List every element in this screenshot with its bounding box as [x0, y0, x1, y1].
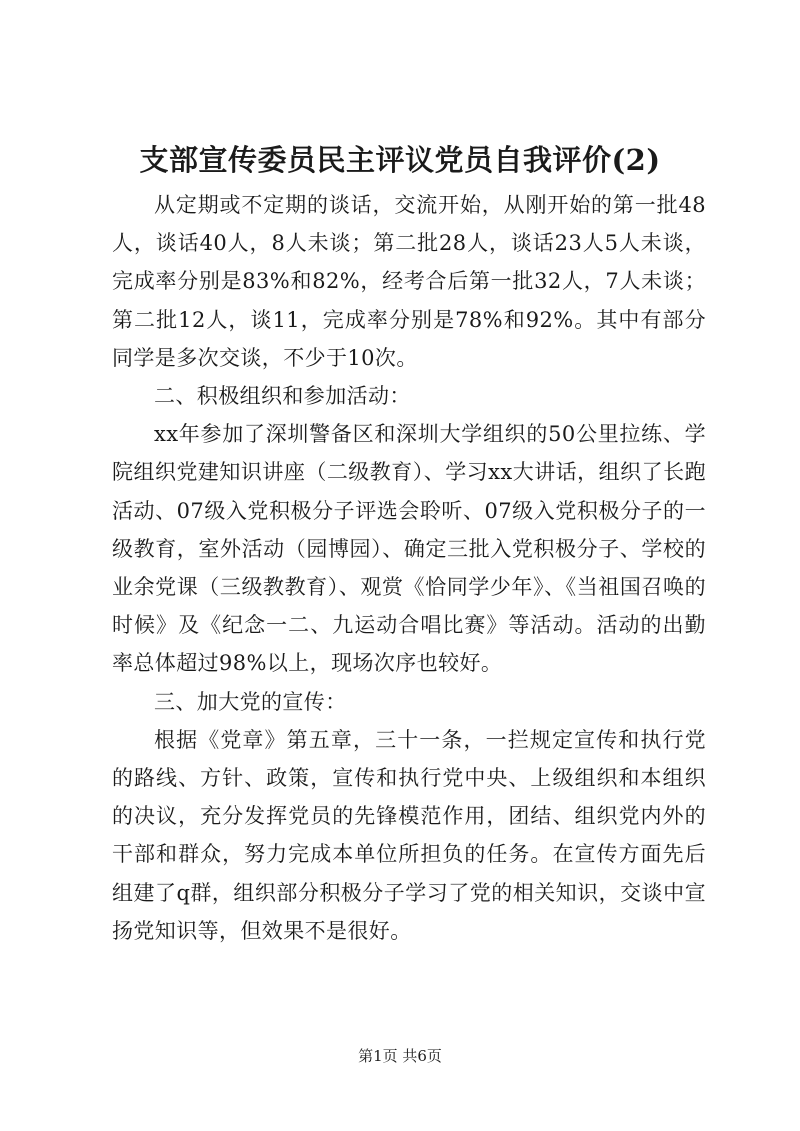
paragraph-publicity: 根据《党章》第五章，三十一条，一拦规定宣传和执行党的路线、方针、政策，宣传和执行党中央、上级组织和本组织的决议，充分发挥党员的先锋模范作用，团结、组织党内外的干部和群众，努力完成本单位所担负的任务。在宣传方面先后组建了q群，组织部分积极分子学习了党的相关知识，交谈中宣扬党知识等，但效果不是很好。 [112, 727, 706, 943]
document-body [112, 186, 706, 950]
document-title: 支部宣传委员民主评议党员自我评价(2) [139, 143, 661, 177]
section-heading-publicity: 三、加大党的宣传： [154, 689, 347, 714]
paragraph-activities: xx年参加了深圳警备区和深圳大学组织的50公里拉练、学院组织党建知识讲座（二级教育）、学习xx大讲话，组织了长跑活动、07级入党积极分子评选会聆听、07级入党积极分子的一级教育，室外活动（园博园）、确定三批入党积极分子、学校的业余党课（三级教教育）、观赏《恰同学少年》、《当祖国召唤的时候》及《纪念一二、九运动合唱比赛》等活动。活动的出勤率总体超过98%以上，现场次序也较好。 [112, 422, 706, 676]
page-number-footer: 第1页 共6页 [358, 1047, 442, 1065]
paragraph-talks: 从定期或不定期的谈话，交流开始，从刚开始的第一批48人，谈话40人，8人未谈；第二批28人，谈话23人5人未谈，完成率分别是83%和82%，经考合后第一批32人，7人未谈；第二批12人，谈11，完成率分别是78%和92%。其中有部分同学是多次交谈，不少于10次。 [112, 193, 706, 370]
section-heading-activities: 二、积极组织和参加活动： [154, 384, 411, 409]
